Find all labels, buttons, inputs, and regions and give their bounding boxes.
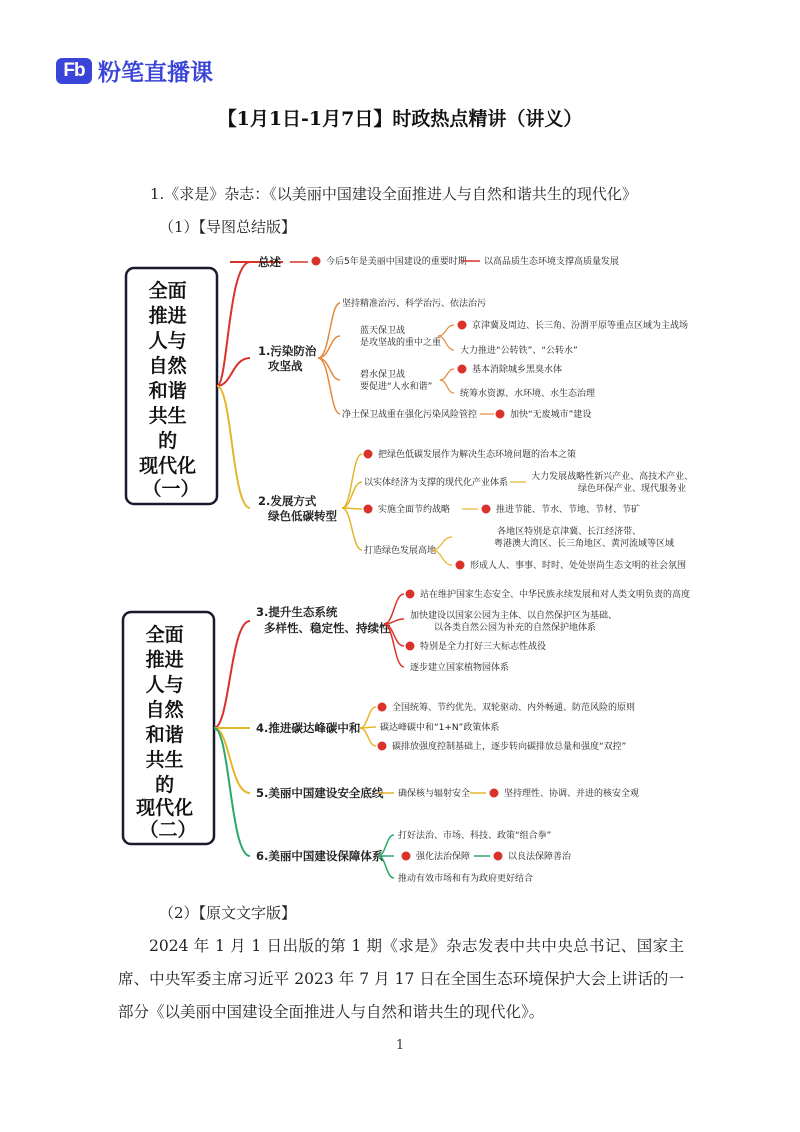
article-paragraph: 2024 年 1 月 1 日出版的第 1 期《求是》杂志发表中共中央总书记、国家主席、中央军委主席习近平 2023 年 7 月 17 日在全国生态环境保护大会上讲话的一部分《以美丽中国建设全面推进人与自然和谐共生的现代化》。 [118, 937, 684, 1021]
b0-l1: 今后5年是美丽中国建设的重要时期 [326, 257, 467, 267]
subheading-mindmap: （1）【导图总结版】 [159, 218, 297, 236]
branch-3-label: 3.提升生态系统 多样性、稳定性、持续性 [256, 605, 391, 635]
b1-c4: 净土保卫战重在强化污染风险管控 [342, 410, 478, 420]
page-number: 1 [395, 1038, 405, 1053]
branch-5-label: 5.美丽中国建设安全底线 [256, 786, 384, 800]
b1-c2b: 大力推进“公转铁”、“公转水” [460, 346, 578, 356]
b1-c3b: 统筹水资源、水环境、水生态治理 [460, 389, 596, 399]
b5-c2: 坚持理性、协调、并进的核安全观 [504, 789, 640, 799]
b1-c2a: 京津冀及周边、长三角、汾渭平原等重点区域为主战场 [472, 321, 689, 331]
b1-c2: 蓝天保卫战 是攻坚战的重中之重 [360, 326, 442, 348]
b0-l2: 以高品质生态环境支撑高质量发展 [484, 257, 620, 267]
branch-6-label: 6.美丽中国建设保障体系 [256, 849, 384, 863]
b1-c1: 坚持精准治污、科学治污、依法治污 [342, 299, 487, 309]
b2-c1: 把绿色低碳发展作为解决生态环境问题的治本之策 [378, 450, 577, 460]
root-label-1: 全面 推进 人与 自然 和谐 共生 的 现代化 （一） [139, 280, 200, 500]
edge-b3 [214, 621, 250, 728]
item1-title: 1.《求是》杂志：《以美丽中国建设全面推进人与自然和谐共生的现代化》 [150, 185, 637, 203]
b2-c4b: 形成人人、事事、时时、处处崇尚生态文明的社会氛围 [470, 561, 687, 571]
edge-b2 [217, 386, 250, 508]
b2-c2a: 大力发展战略性新兴产业、高技术产业、 绿色环保产业、现代服务业 [531, 472, 694, 494]
b6-c3: 推动有效市场和有为政府更好结合 [398, 874, 534, 884]
b6-c2a: 以良法保障善治 [508, 852, 572, 862]
b1-c3: 碧水保卫战 要促进“人水和谐” [360, 370, 433, 392]
b4-c3: 碳排放强度控制基础上，逐步转向碳排放总量和强度“双控” [392, 742, 627, 752]
b3-c4: 逐步建立国家植物园体系 [410, 663, 510, 673]
b2-c3a: 推进节能、节水、节地、节材、节矿 [496, 505, 641, 515]
b2-c3: 实施全面节约战略 [378, 505, 451, 515]
b2-c2: 以实体经济为支撑的现代化产业体系 [364, 478, 509, 488]
edge-b5 [214, 728, 250, 793]
branch-4-label: 4.推进碳达峰碳中和 [256, 721, 361, 735]
b4-c2: 碳达峰碳中和“1+N”政策体系 [380, 723, 500, 733]
b5-c1: 确保核与辐射安全 [398, 789, 471, 799]
b1-c4a: 加快“无废城市”建设 [510, 410, 592, 420]
b2-c4a: 各地区特别是京津冀、长江经济带、 粤港澳大湾区、长三角地区、黄河流域等区域 [493, 527, 674, 549]
b3-c3: 特别是全力打好三大标志性战役 [420, 642, 547, 652]
branch-2-label: 2.发展方式 绿色低碳转型 [258, 494, 337, 523]
b1-c3a: 基本消除城乡黑臭水体 [472, 365, 563, 375]
branch-1-label: 1.污染防治 攻坚战 [258, 344, 317, 373]
b6-c1: 打好法治、市场、科技、政策“组合拳” [398, 831, 552, 841]
b2-c4: 打造绿色发展高地 [364, 546, 437, 556]
logo-mark: Fb [56, 58, 92, 84]
root-label-2: 全面 推进 人与 自然 和谐 共生 的 现代化 （二） [136, 624, 197, 841]
b4-c1: 全国统筹、节约优先、双轮驱动、内外畅通、防范风险的原则 [392, 703, 636, 713]
logo-text: 粉笔直播课 [98, 60, 213, 86]
b3-c2: 加快建设以国家公园为主体、以自然保护区为基础、 以各类自然公园为补充的自然保护地体系 [410, 611, 618, 633]
b3-c1: 站在维护国家生态安全、中华民族永续发展和对人类文明负责的高度 [420, 590, 691, 600]
subheading-text: （2）【原文文字版】 [159, 904, 297, 922]
edge-b0 [217, 262, 250, 386]
page-title: 【1月1日-1月7日】时政热点精讲（讲义） [217, 108, 583, 130]
branch-0-label: 总述 [258, 255, 281, 269]
bullet-icon [312, 257, 321, 266]
b6-c2: 强化法治保障 [416, 852, 471, 862]
